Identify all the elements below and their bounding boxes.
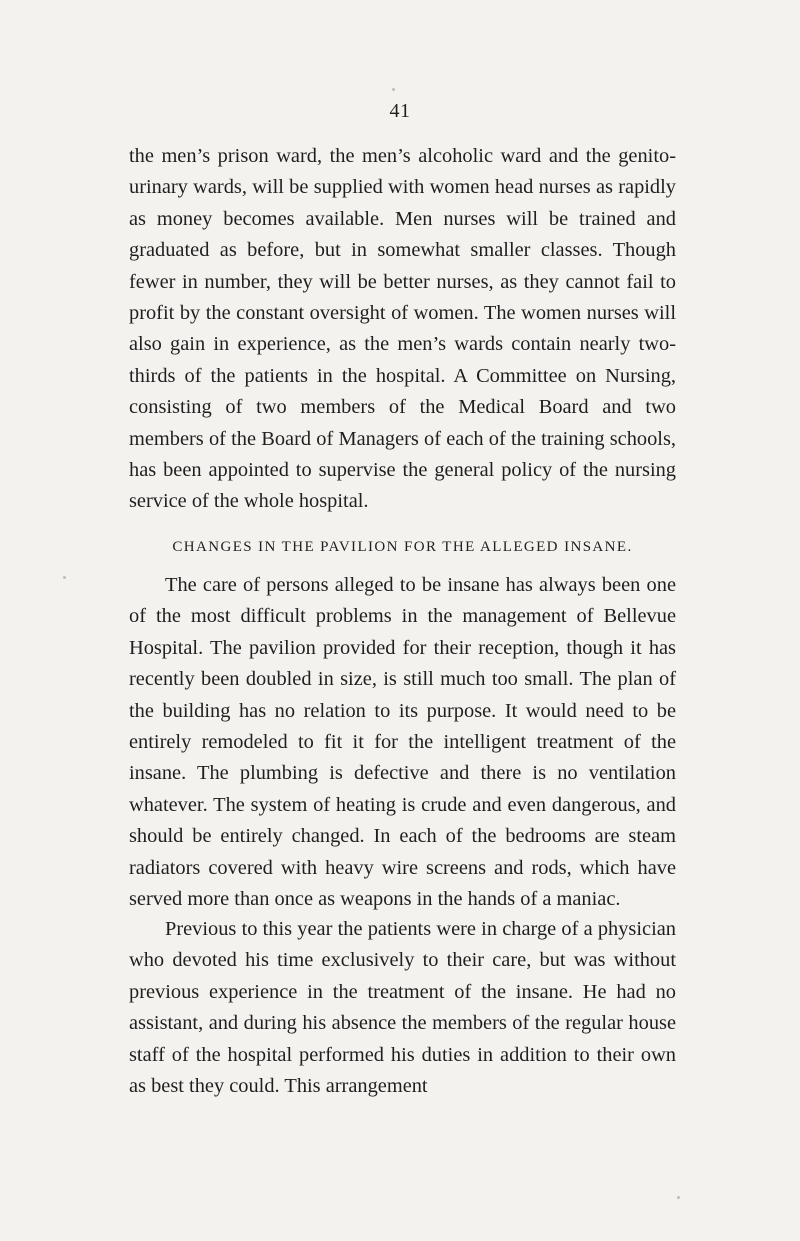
paper-speck bbox=[677, 1196, 680, 1199]
paper-speck bbox=[63, 576, 66, 579]
paragraph-nursing: the men’s prison ward, the men’s alcoholic ward and the genito-urinary wards, will be supplied with women head nurses as rapidly as money becomes available. Men nurses will be trained and graduated as before, but in somewhat smaller classes. Though fewer in number, they will be better nurses, as they cannot fail to profit by the constant oversight of women. The women nurses will also gain in experience, as the men’s wards contain nearly two-thirds of the patients in the hospital. A Committee on Nursing, consisting of two members of the Medical Board and two members of the Board of Managers of each of the training schools, has been appointed to supervise the general policy of the nursing service of the whole hospital. bbox=[129, 145, 676, 513]
page-number: 41 bbox=[389, 100, 411, 122]
paragraph-pavilion: The care of persons alleged to be insane has always been one of the most difficult problems in the management of Bellevue Hospital. The pavilion provided for their reception, though it has recently been doubled in size, is still much too small. The plan of the building has no relation to its purpose. It would need to be entirely remodeled to fit it for the intelligent treatment of the insane. The plumbing is defective and there is no ventilation whatever. The system of heating is crude and even dangerous, and should be entirely changed. In each of the bedrooms are steam radiators covered with heavy wire screens and rods, which have served more than once as weapons in the hands of a maniac. bbox=[129, 574, 676, 911]
paper-speck bbox=[392, 88, 395, 91]
section-heading: CHANGES IN THE PAVILION FOR THE ALLEGED INSANE. bbox=[172, 539, 633, 555]
paragraph-physician: Previous to this year the patients were in charge of a physician who devoted his time exclusively to their care, but was without previous experience in the treatment of the insane. He had no assistant, and during his absence the members of the regular house staff of the hospital performed his duties in addition to their own as best they could. This arrangement bbox=[129, 918, 676, 1098]
